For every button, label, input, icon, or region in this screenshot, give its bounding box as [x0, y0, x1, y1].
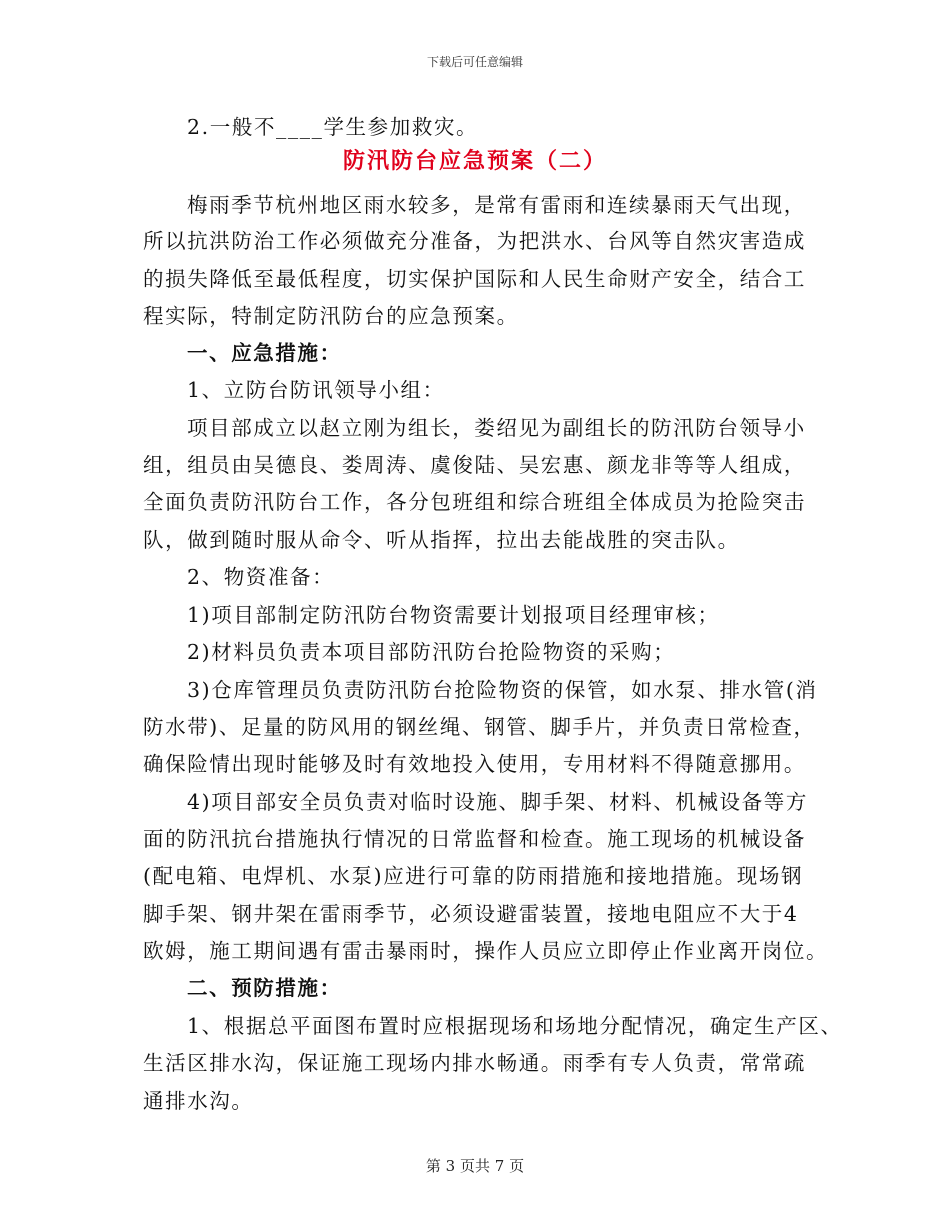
- text-line: 2)材料员负责本项目部防汛防台抢险物资的采购；: [187, 640, 676, 664]
- heading-prevention-measures: 二、预防措施：: [187, 976, 342, 1000]
- text-line: 梅雨季节杭州地区雨水较多，是常有雷雨和连续暴雨天气出现，: [187, 193, 806, 217]
- text-line: 4)项目部安全员负责对临时设施、脚手架、材料、机械设备等方: [187, 790, 808, 814]
- text-line: 的损失降低至最低程度，切实保护国际和人民生命财产安全，结合工: [143, 267, 806, 291]
- text-line: 组，组员由吴德良、娄周涛、虞俊陆、吴宏惠、颜龙非等等人组成，: [143, 453, 806, 477]
- text-line: 1)项目部制定防汛防台物资需要计划报项目经理审核；: [187, 603, 720, 627]
- text-line: 通排水沟。: [143, 1089, 254, 1113]
- text-line: 队，做到随时服从命令、听从指挥，拉出去能战胜的突击队。: [143, 528, 740, 552]
- text-line: 所以抗洪防治工作必须做充分准备，为把洪水、台风等自然灾害造成: [143, 229, 806, 253]
- page-header: 下载后可任意编辑: [426, 55, 523, 69]
- text-line: 项目部成立以赵立刚为组长，娄绍见为副组长的防汛防台领导小: [187, 416, 806, 440]
- text-line: 面的防汛抗台措施执行情况的日常监督和检查。施工现场的机械设备: [143, 827, 806, 851]
- text-line: 1、立防台防讯领导小组：: [187, 378, 445, 402]
- text-line: 1、根据总平面图布置时应根据现场和场地分配情况，确定生产区、: [187, 1014, 843, 1038]
- section-title: 防汛防台应急预案（二）: [342, 148, 607, 174]
- text-line: 生活区排水沟，保证施工现场内排水畅通。雨季有专人负责，常常疏: [143, 1051, 806, 1075]
- text-line: 3)仓库管理员负责防汛防台抢险物资的保管，如水泵、排水管(消: [187, 678, 818, 702]
- text-line: 脚手架、钢井架在雷雨季节，必须设避雷装置，接地电阻应不大于4: [143, 902, 799, 926]
- text-line: 程实际，特制定防汛防台的应急预案。: [143, 304, 519, 328]
- text-line: 2.一般不____学生参加救灾。: [187, 115, 479, 139]
- text-line: 全面负责防汛防台工作，各分包班组和综合班组全体成员为抢险突击: [143, 490, 806, 514]
- page-footer: 第 3 页共 7 页: [425, 1157, 525, 1175]
- text-line: 确保险情出现时能够及时有效地投入使用，专用材料不得随意挪用。: [143, 752, 806, 776]
- text-line: 防水带)、足量的防风用的钢丝绳、钢管、脚手片，并负责日常检查，: [143, 715, 816, 739]
- text-line: 欧姆，施工期间遇有雷击暴雨时，操作人员应立即停止作业离开岗位。: [143, 939, 829, 963]
- text-line: 2、物资准备：: [187, 565, 335, 589]
- heading-emergency-measures: 一、应急措施：: [187, 341, 342, 365]
- text-line: (配电箱、电焊机、水泵)应进行可靠的防雨措施和接地措施。现场钢: [143, 864, 804, 888]
